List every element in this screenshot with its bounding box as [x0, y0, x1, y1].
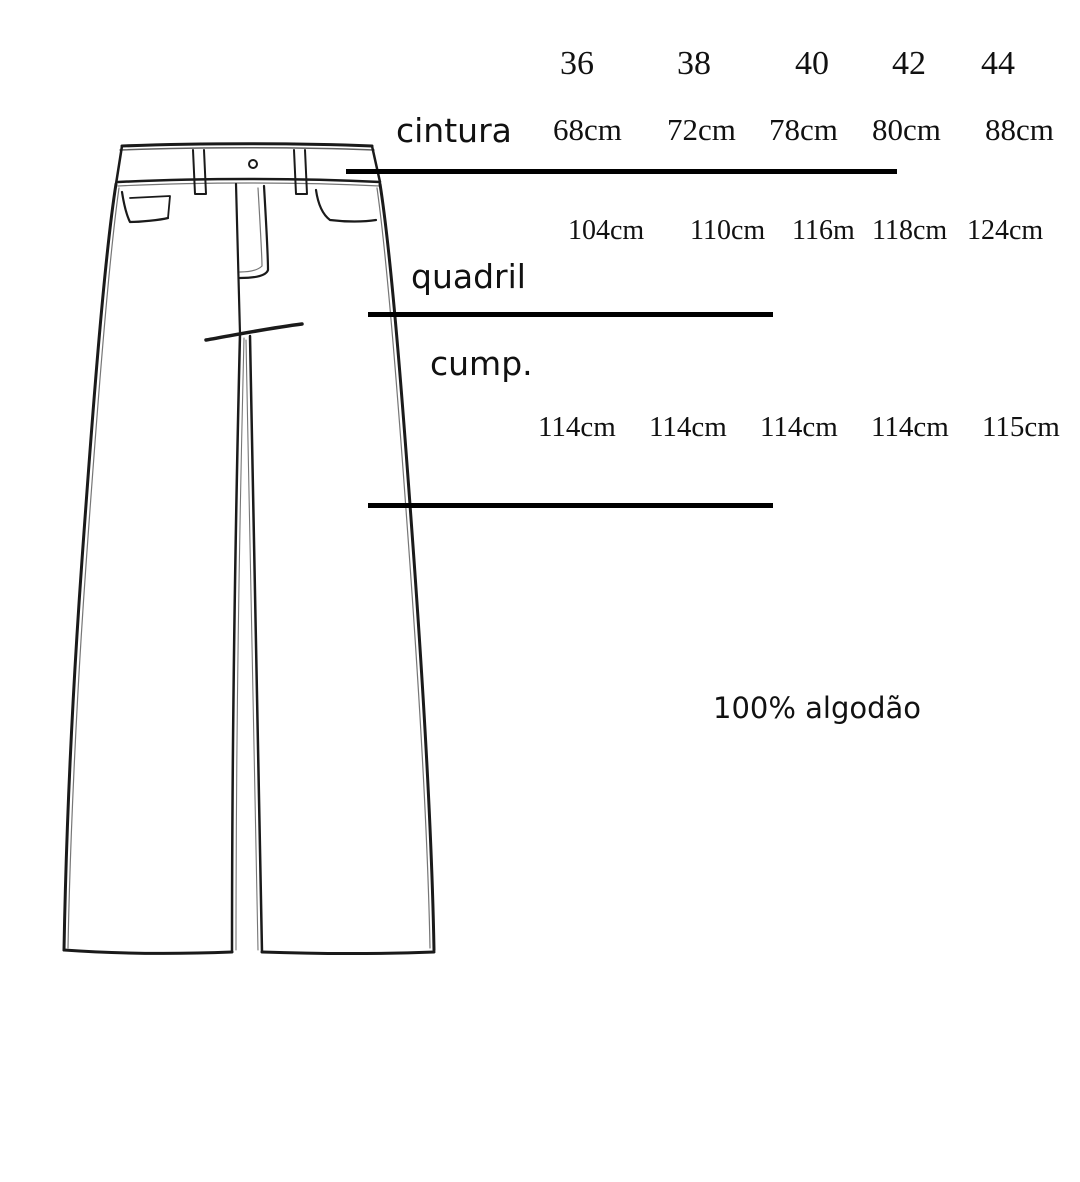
hip-label: quadril — [411, 257, 526, 296]
size-label-42: 42 — [892, 45, 926, 82]
size-label-38: 38 — [677, 45, 711, 82]
length-measure-line — [368, 503, 773, 508]
waist-value-36: 68cm — [553, 112, 622, 147]
length-label: cump. — [430, 344, 533, 383]
hip-value-38: 110cm — [690, 215, 766, 246]
size-label-44: 44 — [981, 45, 1015, 82]
waist-value-40: 78cm — [769, 112, 838, 147]
size-label-36: 36 — [560, 45, 594, 82]
waist-value-38: 72cm — [667, 112, 736, 147]
length-value-38: 114cm — [649, 411, 727, 443]
hip-value-40: 116m — [792, 215, 855, 246]
length-value-44: 115cm — [982, 411, 1060, 443]
hip-value-44: 124cm — [967, 215, 1044, 246]
size-label-40: 40 — [795, 45, 829, 82]
length-value-42: 114cm — [871, 411, 949, 443]
waist-measure-line — [346, 169, 897, 174]
hip-value-42: 118cm — [872, 215, 948, 246]
waist-value-42: 80cm — [872, 112, 941, 147]
fabric-composition: 100% algodão — [713, 691, 922, 725]
hip-measure-line — [368, 312, 773, 317]
waist-value-44: 88cm — [985, 112, 1054, 147]
waist-label: cintura — [396, 111, 512, 150]
hip-value-36: 104cm — [568, 215, 645, 246]
length-value-40: 114cm — [760, 411, 838, 443]
length-value-36: 114cm — [538, 411, 616, 443]
